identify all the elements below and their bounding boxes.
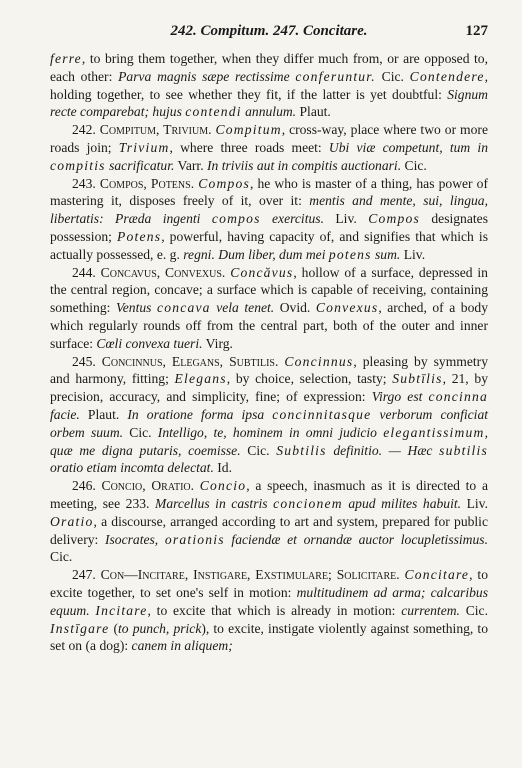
entry-headword: Con—Incitare, Instigare, Exstimulare; Solicitare. bbox=[100, 567, 400, 583]
entry-text-fragment: vela tenet. bbox=[210, 300, 275, 316]
entry-text-fragment: oratio etiam incomta delectat. bbox=[50, 460, 214, 476]
entry-text-fragment: facie. bbox=[50, 406, 80, 422]
entry-text-fragment: definitio. — Hæc bbox=[326, 442, 440, 458]
entry-text-fragment: Instīgare bbox=[50, 620, 110, 636]
entry-text-fragment: 247. bbox=[72, 567, 101, 583]
entry-text-fragment: Cic. bbox=[240, 442, 277, 458]
entry-text-fragment: Varr. bbox=[174, 157, 208, 173]
entry-text-fragment: potens bbox=[328, 246, 372, 262]
entry-text-fragment: Intelligo, te, hominem in omni judicio bbox=[157, 424, 384, 440]
entry-text-fragment: subtilis bbox=[439, 442, 488, 458]
entry-text-fragment: sacrificatur. bbox=[105, 157, 175, 173]
entry-text-fragment: , to bring them together, when they differ much from, or are opposed to, each other: bbox=[50, 51, 488, 84]
entry-text-fragment: , where three roads meet: bbox=[169, 139, 329, 155]
entry-text-fragment: , holding together, to see whether they fit, if the latter is yet doubtful: bbox=[50, 68, 488, 102]
entry-headword: Concinnus, Elegans, Subtilis. bbox=[101, 353, 279, 369]
entry-text-fragment: , to excite together, to set one's self in motion: bbox=[50, 567, 489, 600]
entry-headword: Concio, Oratio. bbox=[101, 478, 195, 494]
entry-text-fragment: canem in aliquem; bbox=[131, 638, 233, 654]
entry-text-fragment: annulum. bbox=[241, 104, 297, 120]
entry-headword: Compos, Potens. bbox=[99, 175, 195, 191]
entry-text-fragment: Cic. bbox=[123, 424, 158, 440]
entry-text-fragment: 243. bbox=[72, 175, 100, 191]
entry-text-fragment: , a discourse, arranged according to art and system, prepared for public delivery: bbox=[50, 513, 488, 547]
entry-text-fragment: orationis bbox=[164, 531, 225, 547]
entry-text-fragment: In oratione forma ipsa bbox=[127, 406, 273, 422]
entry-text-fragment: Virgo est bbox=[371, 389, 429, 405]
entry-text-fragment: exercitus. bbox=[260, 211, 324, 227]
entry-text-fragment: Incitare bbox=[95, 602, 148, 618]
entry-headword: Concavus, Convexus. bbox=[100, 264, 226, 280]
entry-text-fragment: 246. bbox=[72, 478, 102, 494]
entry-text-fragment: Signum recte comparebat; hujus bbox=[50, 86, 488, 120]
entry-text-fragment: Concio bbox=[199, 478, 247, 494]
entry-244 bbox=[50, 264, 488, 353]
entry-text-fragment: to punch, prick bbox=[118, 620, 202, 636]
entry-text-fragment: concinna bbox=[428, 389, 488, 405]
entry-text-fragment: Concăvus bbox=[230, 264, 294, 280]
entry-text-fragment: , powerful, having capacity of, and signifies that which is actually possessed, e. g. bbox=[50, 228, 488, 262]
entry-text-fragment: compitis bbox=[50, 157, 106, 173]
entry-text-fragment: 242. bbox=[72, 122, 100, 138]
entry-text-fragment: Cic. bbox=[401, 157, 427, 173]
entry-text-fragment: Isocrates, bbox=[104, 531, 165, 547]
entry-text-fragment: Concitare bbox=[404, 567, 470, 583]
entry-text-fragment: Cœli convexa tueri. bbox=[96, 335, 203, 351]
entry-text-fragment: Liv. bbox=[323, 211, 369, 227]
entry-text-fragment: elegantissimum bbox=[383, 424, 485, 440]
entry-text-fragment: concinnitasque bbox=[272, 406, 372, 422]
body-text bbox=[50, 50, 488, 655]
running-title: 242. Compitum. 247. Concitare. bbox=[170, 23, 368, 39]
entry-text-fragment: Cic. bbox=[375, 68, 410, 84]
entry-text-fragment: , hollow of a surface, depressed in the central region, concave; a surface which is capable of receiving, containing something: bbox=[50, 264, 488, 316]
entry-text-fragment: Marcellus in castris bbox=[155, 495, 274, 511]
entry-text-fragment: Convexus bbox=[315, 300, 379, 316]
entry-text-fragment: Ubi viæ competunt, tum in bbox=[328, 139, 488, 155]
entry-text-fragment: faciendæ et ornandæ auctor locupletissimus. bbox=[224, 531, 488, 547]
entry-text-fragment: multitudinem ad arma; calcaribus equum. bbox=[50, 584, 488, 618]
entry-text-fragment: , by choice, selection, tasty; bbox=[226, 371, 393, 387]
entry-text-fragment: verborum conficiat orbem suum. bbox=[50, 406, 489, 440]
entry-text-fragment: Compitum bbox=[215, 122, 282, 138]
entry-text-fragment: sum. bbox=[371, 246, 401, 262]
entry-text-fragment: Virg. bbox=[202, 335, 233, 351]
entry-text-fragment: Cic. bbox=[50, 549, 73, 565]
entry-text-fragment: Oratio bbox=[50, 513, 94, 529]
entry-247 bbox=[50, 566, 488, 655]
entry-text-fragment: currentem. bbox=[401, 602, 460, 618]
entry-242 bbox=[50, 121, 488, 174]
entry-text-fragment: , to excite that which is already in motion: bbox=[147, 602, 402, 618]
entry-text-fragment: , arched, of a body which regularly rounds off from the central part, both of the outer and inner surface: bbox=[50, 300, 488, 351]
entry-headword: Compitum, Trivium. bbox=[99, 122, 212, 138]
entry-text-fragment: , a speech, inasmuch as it is directed to a meeting, see 233. bbox=[50, 478, 488, 511]
entry-text-fragment: Ventus bbox=[115, 300, 157, 316]
entry-241-cont bbox=[50, 50, 488, 121]
entry-text-fragment: , he who is master of a thing, has power of mastering it, disposes freely of it, over it: bbox=[50, 175, 488, 209]
entry-text-fragment: ferre bbox=[50, 51, 82, 66]
entry-text-fragment: Potens bbox=[117, 228, 162, 244]
entry-text-fragment: Ovid. bbox=[274, 300, 316, 316]
entry-245 bbox=[50, 353, 488, 478]
entry-text-fragment: 244. bbox=[72, 264, 101, 280]
entry-text-fragment: ( bbox=[109, 620, 119, 636]
entry-text-fragment: Compos bbox=[368, 211, 420, 227]
entry-text-fragment: mentis and mente, sui, lingua, libertatis: Præda ingenti bbox=[50, 193, 488, 227]
entry-text-fragment: Plaut. bbox=[79, 406, 128, 422]
entry-243 bbox=[50, 175, 488, 264]
entry-text-fragment: Elegans bbox=[174, 371, 227, 387]
entry-text-fragment: Compos bbox=[198, 175, 250, 191]
entry-text-fragment: Subtīlis bbox=[392, 371, 443, 387]
entry-text-fragment: Liv. bbox=[400, 246, 426, 262]
running-header bbox=[50, 20, 488, 42]
entry-text-fragment: , cross-way, place where two or more roads join; bbox=[50, 122, 488, 155]
entry-text-fragment: conferuntur. bbox=[295, 68, 376, 84]
entry-text-fragment: , quæ me digna putaris, coemisse. bbox=[50, 424, 488, 458]
entry-text-fragment: designates possession; bbox=[50, 211, 488, 244]
entry-text-fragment: Parva magnis sæpe rectissime bbox=[118, 68, 296, 84]
entry-text-fragment: Cic. bbox=[459, 602, 488, 618]
entry-text-fragment: , 21, by precision, accuracy, and simplicity, fine; of expression: bbox=[50, 371, 488, 405]
entry-text-fragment: Liv. bbox=[461, 495, 488, 511]
entry-text-fragment: Contendere bbox=[409, 68, 485, 84]
entry-text-fragment: , pleasing by symmetry and harmony, fitting; bbox=[50, 353, 489, 387]
entry-text-fragment: regni. Dum liber, dum mei bbox=[183, 246, 329, 262]
entry-text-fragment: Trivium bbox=[118, 139, 170, 155]
entry-246 bbox=[50, 477, 488, 566]
entry-text-fragment: Subtilis bbox=[276, 442, 327, 458]
page-number: 127 bbox=[465, 23, 488, 39]
entry-text-fragment: 245. bbox=[72, 353, 102, 369]
entry-text-fragment: In triviis aut in compitis auctionari. bbox=[207, 157, 402, 173]
entry-text-fragment: contendi bbox=[185, 104, 242, 120]
entry-text-fragment: Id. bbox=[213, 460, 232, 476]
entry-text-fragment: concava bbox=[156, 300, 211, 316]
entry-text-fragment: compos bbox=[211, 211, 261, 227]
entry-text-fragment: Plaut. bbox=[296, 104, 331, 120]
entry-text-fragment: concionem bbox=[273, 495, 343, 511]
entry-text-fragment: apud milites habuit. bbox=[342, 495, 462, 511]
entry-text-fragment: Concinnus bbox=[284, 353, 354, 369]
entry-text-fragment: ), to excite, instigate violently against something, to set on (a dog): bbox=[50, 620, 488, 654]
